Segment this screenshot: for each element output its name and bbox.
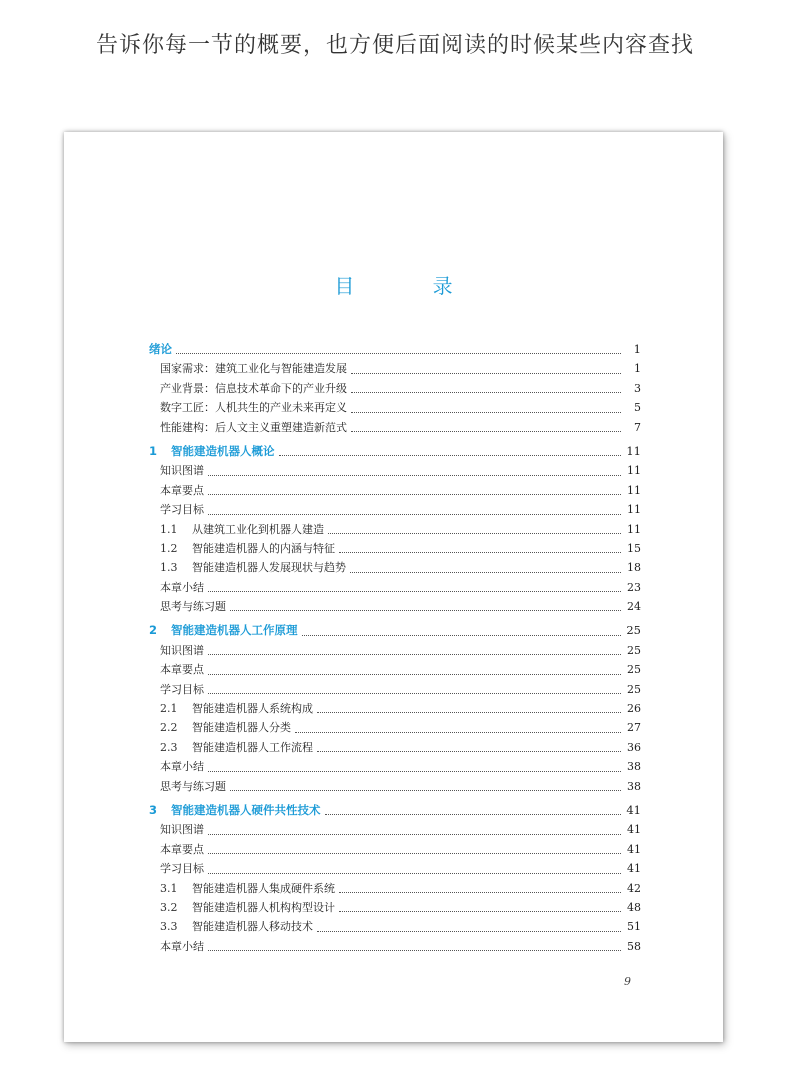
toc-chapter-label: 智能建造机器人工作原理 [171,623,298,638]
toc-page-number: 41 [627,862,641,876]
toc-page-number: 11 [626,443,641,458]
toc-entry-label: 智能建造机器人的内涵与特征 [192,541,335,555]
toc-page-number: 7 [634,420,641,434]
toc-page-number: 48 [627,900,641,914]
toc-entry-label: 智能建造机器人集成硬件系统 [192,881,335,895]
dot-leader [317,930,621,932]
toc-page-number: 25 [627,643,641,657]
toc-chapter-1[interactable] [149,442,641,461]
toc-page-number: 24 [627,600,641,614]
dot-leader [350,571,621,573]
toc-page-number: 25 [626,623,641,638]
dot-leader [295,731,621,733]
toc-page-number: 26 [627,702,641,716]
toc-entry[interactable] [149,840,641,859]
toc-section[interactable] [149,558,641,577]
dot-leader [208,493,621,495]
toc-entry-label: 从建筑工业化到机器人建造 [192,522,324,536]
toc-entry-label: 国家需求：建筑工业化与智能建造发展 [160,362,347,376]
dot-leader [279,454,622,456]
toc-section[interactable] [149,699,641,718]
toc-entry-label: 智能建造机器人工作流程 [192,740,313,754]
toc-section-number: 1.1 [160,522,178,536]
toc-entry-label: 本章要点 [160,842,204,856]
dot-leader [230,789,621,791]
dot-leader [230,609,621,611]
toc-chapter-number: 1 [149,443,158,458]
dot-leader [302,634,622,636]
toc-section-number: 1.2 [160,541,178,555]
toc-entry[interactable] [149,578,641,597]
toc-page-number: 11 [627,522,641,536]
toc-entry-label: 知识图谱 [160,643,204,657]
toc-entry[interactable] [149,379,641,398]
dot-leader [328,532,621,534]
toc-section[interactable] [149,879,641,898]
dot-leader [317,711,621,713]
toc-entry-label: 学习目标 [160,862,204,876]
dot-leader [208,692,621,694]
toc-entry-label: 智能建造机器人移动技术 [192,920,313,934]
dot-leader [339,910,621,912]
toc-entry-label: 本章要点 [160,663,204,677]
toc-chapter-3[interactable] [149,801,641,820]
toc-page-number: 11 [627,503,641,517]
dot-leader [208,590,621,592]
toc-entry-label: 数字工匠：人机共生的产业未来再定义 [160,401,347,415]
toc-page-number: 11 [627,483,641,497]
toc-section[interactable] [149,898,641,917]
toc-entry[interactable] [149,820,641,839]
dot-leader [325,813,622,815]
toc-entry-label: 思考与练习题 [160,779,226,793]
toc-entry-label: 智能建造机器人分类 [192,721,291,735]
toc-chapter-number: 2 [149,623,158,638]
toc-section[interactable] [149,718,641,737]
toc-page-number: 5 [634,401,641,415]
dot-leader [208,513,621,515]
toc-entry[interactable] [149,398,641,417]
toc-page-number: 42 [627,881,641,895]
toc-page-number: 41 [627,823,641,837]
toc-entry-label: 性能建构：后人文主义重塑建造新范式 [160,420,347,434]
dot-leader [351,430,621,432]
toc-page-number: 23 [627,580,641,594]
toc-page-number: 1 [634,362,641,376]
dot-leader [208,949,621,951]
dot-leader [208,833,621,835]
toc-section-number: 3.3 [160,920,178,934]
dot-leader [339,551,621,553]
dot-leader [339,891,621,893]
toc-entry[interactable] [149,481,641,500]
toc-section-number: 2.2 [160,721,178,735]
toc-section[interactable] [149,539,641,558]
toc-chapter-number: 3 [149,802,158,817]
dot-leader [351,391,621,393]
toc-section-number: 2.3 [160,740,178,754]
toc-page-number: 41 [627,842,641,856]
toc-page-number: 25 [627,682,641,696]
toc-chapter-label: 智能建造机器人概论 [171,443,275,458]
toc-entry-label: 本章小结 [160,760,204,774]
toc-entry-label: 学习目标 [160,682,204,696]
toc-entry-label: 思考与练习题 [160,600,226,614]
dot-leader [208,474,621,476]
toc-chapter-intro[interactable] [149,340,641,359]
toc-page-number: 11 [627,464,641,478]
toc-section-number: 1.3 [160,561,178,575]
toc-section[interactable] [149,738,641,757]
toc-page-number: 27 [627,721,641,735]
dot-leader [351,411,621,413]
toc-page-number: 3 [634,381,641,395]
toc-entry[interactable] [149,500,641,519]
toc-page-number: 36 [627,740,641,754]
toc-page-number: 38 [627,760,641,774]
book-page [64,132,723,1042]
toc-entry-label: 本章小结 [160,580,204,594]
table-of-contents [149,340,641,956]
toc-page-number: 18 [627,561,641,575]
toc-entry[interactable] [149,680,641,699]
toc-page-number: 25 [627,663,641,677]
toc-chapter-2[interactable] [149,621,641,640]
dot-leader [208,770,621,772]
toc-entry-label: 智能建造机器人系统构成 [192,702,313,716]
toc-entry-label: 知识图谱 [160,464,204,478]
dot-leader [208,673,621,675]
toc-page-number: 38 [627,779,641,793]
toc-entry[interactable] [149,757,641,776]
toc-section[interactable] [149,520,641,539]
toc-entry[interactable] [149,359,641,378]
dot-leader [351,372,621,374]
toc-page-number: 15 [627,541,641,555]
toc-entry-label: 智能建造机器人发展现状与趋势 [192,561,346,575]
toc-entry-label: 本章小结 [160,939,204,953]
toc-chapter-label: 绪论 [149,341,172,356]
toc-entry[interactable] [149,418,641,437]
toc-section-number: 3.1 [160,881,178,895]
toc-entry[interactable] [149,461,641,480]
toc-entry[interactable] [149,859,641,878]
toc-entry[interactable] [149,777,641,796]
toc-section[interactable] [149,917,641,936]
toc-section-number: 3.2 [160,900,178,914]
toc-entry[interactable] [149,641,641,660]
toc-entry[interactable] [149,937,641,956]
toc-entry-label: 智能建造机器人机构构型设计 [192,900,335,914]
toc-entry-label: 产业背景：信息技术革命下的产业升级 [160,381,347,395]
page-number: 9 [624,975,631,988]
dot-leader [208,653,621,655]
toc-title: 目 录 [334,274,489,298]
toc-page-number: 41 [626,802,641,817]
toc-page-number: 58 [627,939,641,953]
toc-entry-label: 知识图谱 [160,823,204,837]
dot-leader [176,352,621,354]
toc-page-number: 51 [627,920,641,934]
toc-entry[interactable] [149,660,641,679]
toc-chapter-label: 智能建造机器人硬件共性技术 [171,802,321,817]
toc-entry[interactable] [149,597,641,616]
dot-leader [317,750,621,752]
caption-text: 告诉你每一节的概要，也方便后面阅读的时候某些内容查找 [95,33,694,58]
toc-page-number: 1 [633,341,641,356]
dot-leader [208,872,621,874]
dot-leader [208,852,621,854]
toc-section-number: 2.1 [160,702,178,716]
toc-entry-label: 学习目标 [160,503,204,517]
toc-entry-label: 本章要点 [160,483,204,497]
